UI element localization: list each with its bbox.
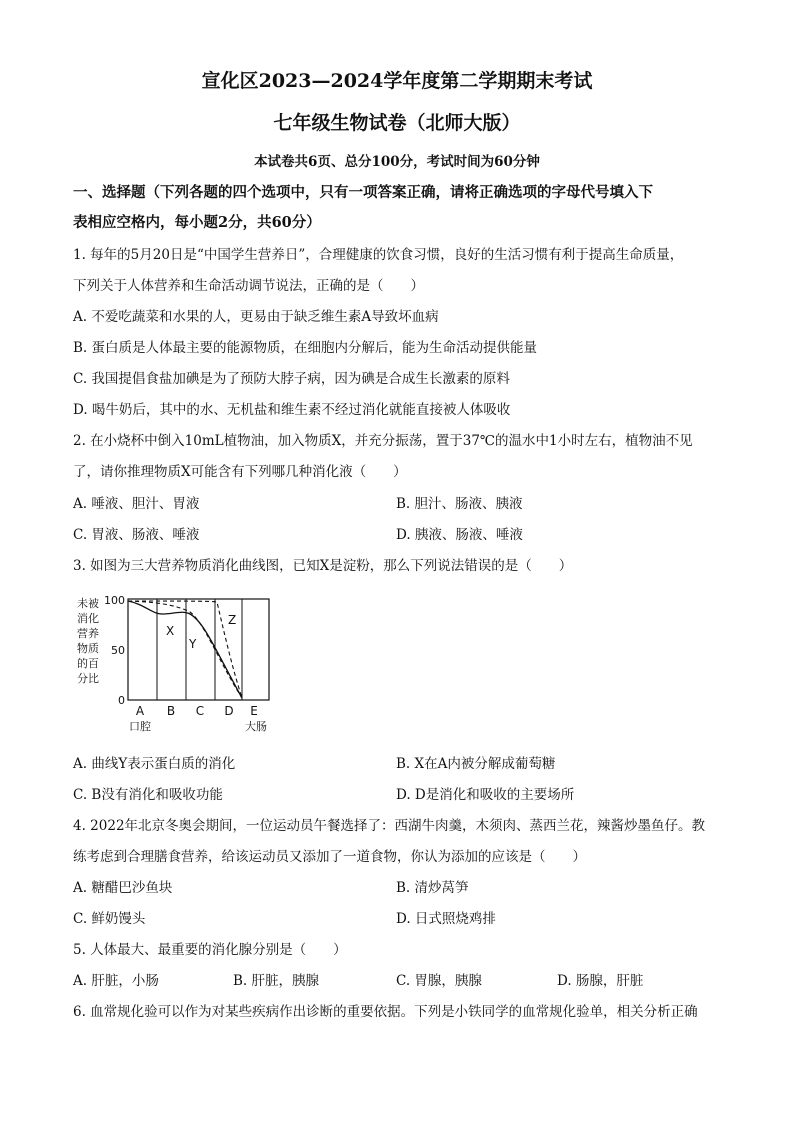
section-heading-line1: 一、选择题（下列各题的四个选项中，只有一项答案正确，请将正确选项的字母代号填入下 — [73, 184, 653, 201]
section-heading-line2: 表相应空格内，每小题2分，共60分） — [73, 214, 321, 231]
x-tick-c: C — [195, 704, 205, 718]
plot-frame — [128, 599, 269, 700]
series-label-x: X — [166, 624, 175, 638]
ylabel-line: 营养 — [77, 627, 99, 640]
q2-option-c: C. 胃液、肠液、唾液 — [73, 527, 200, 543]
q2-option-a: A. 唾液、胆汁、胃液 — [73, 496, 200, 512]
y-tick-0: 0 — [118, 694, 125, 707]
q5-option-a: A. 肝脏，小肠 — [73, 973, 159, 989]
q2-option-d: D. 胰液、肠液、唾液 — [396, 527, 523, 543]
q3-option-a: A. 曲线Y表示蛋白质的消化 — [73, 756, 236, 772]
q3-stem: 3. 如图为三大营养物质消化曲线图，已知X是淀粉，那么下列说法错误的是（ ） — [73, 558, 573, 574]
ylabel-line: 分比 — [77, 672, 99, 685]
q1-stem-line2: 下列关于人体营养和生命活动调节说法，正确的是（ ） — [73, 278, 424, 294]
q2-option-b: B. 胆汁、肠液、胰液 — [396, 496, 523, 512]
x-tick-d: D — [224, 704, 234, 718]
digestion-curve-chart — [74, 592, 284, 737]
q4-option-b: B. 清炒莴笋 — [396, 880, 469, 896]
q3-option-c: C. B没有消化和吸收功能 — [73, 787, 223, 803]
curve-y — [128, 601, 242, 698]
q3-option-d: D. D是消化和吸收的主要场所 — [396, 787, 575, 803]
q3-option-b: B. X在A内被分解成葡萄糖 — [396, 756, 556, 772]
x-sublabel-a: 口腔 — [129, 720, 151, 733]
x-tick-b: B — [166, 704, 176, 718]
exam-subtitle: 七年级生物试卷（北师大版） — [273, 112, 521, 134]
q4-stem-line2: 练考虑到合理膳食营养，给该运动员又添加了一道食物，你认为添加的应该是（ ） — [73, 849, 586, 865]
q4-stem-line1: 4. 2022年北京冬奥会期间，一位运动员午餐选择了：西湖牛肉羹，木须肉、蒸西兰花，辣酱炒墨鱼仔。教 — [73, 818, 706, 834]
y-ticks — [104, 594, 125, 707]
series-label-z: Z — [228, 613, 237, 627]
curve-x — [128, 601, 242, 698]
q5-option-c: C. 胃腺，胰腺 — [396, 973, 482, 989]
ylabel-line: 物质 — [77, 642, 99, 655]
q1-stem-line1: 1. 每年的5月20日是“中国学生营养日”，合理健康的饮食习惯，良好的生活习惯有利于提高生命质量， — [73, 247, 684, 263]
q1-option-d: D. 喝牛奶后，其中的水、无机盐和维生素不经过消化就能直接被人体吸收 — [73, 402, 511, 418]
x-sublabel-e: 大肠 — [245, 720, 267, 733]
q5-stem: 5. 人体最大、最重要的消化腺分别是（ ） — [73, 942, 347, 958]
ylabel-line: 未被 — [77, 597, 99, 610]
q4-option-c: C. 鲜奶馒头 — [73, 911, 146, 927]
y-tick-50: 50 — [111, 644, 125, 657]
q5-option-b: B. 肝脏，胰腺 — [233, 973, 320, 989]
x-tick-e: E — [250, 704, 258, 718]
x-tick-a: A — [135, 704, 145, 718]
exam-instructions: 本试卷共6页、总分100分，考试时间为60分钟 — [254, 154, 540, 170]
q6-stem-line1: 6. 血常规化验可以作为对某些疾病作出诊断的重要依据。下列是小铁同学的血常规化验单，相关分析正确 — [73, 1004, 698, 1020]
q1-option-b: B. 蛋白质是人体最主要的能源物质，在细胞内分解后，能为生命活动提供能量 — [73, 340, 538, 356]
q2-stem-line2: 了，请你推理物质X可能含有下列哪几种消化液（ ） — [73, 464, 407, 480]
series-label-y: Y — [189, 637, 197, 651]
q1-option-c: C. 我国提倡食盐加碘是为了预防大脖子病，因为碘是合成生长激素的原料 — [73, 371, 510, 387]
q1-option-a: A. 不爱吃蔬菜和水果的人，更易由于缺乏维生素A导致坏血病 — [73, 309, 439, 325]
y-tick-100: 100 — [104, 594, 125, 607]
curve-z — [128, 601, 242, 698]
y-axis-label — [77, 596, 99, 685]
ylabel-line: 的百 — [77, 657, 99, 670]
q5-option-d: D. 肠腺，肝脏 — [557, 973, 644, 989]
q4-option-a: A. 糖醋巴沙鱼块 — [73, 880, 173, 896]
q4-option-d: D. 日式照烧鸡排 — [396, 911, 496, 927]
q2-stem-line1: 2. 在小烧杯中倒入10mL植物油，加入物质X，并充分振荡，置于37℃的温水中1小时左右，植物油不见 — [73, 433, 693, 449]
ylabel-line: 消化 — [77, 612, 99, 625]
exam-title: 宣化区2023—2024学年度第二学期期末考试 — [201, 70, 593, 92]
